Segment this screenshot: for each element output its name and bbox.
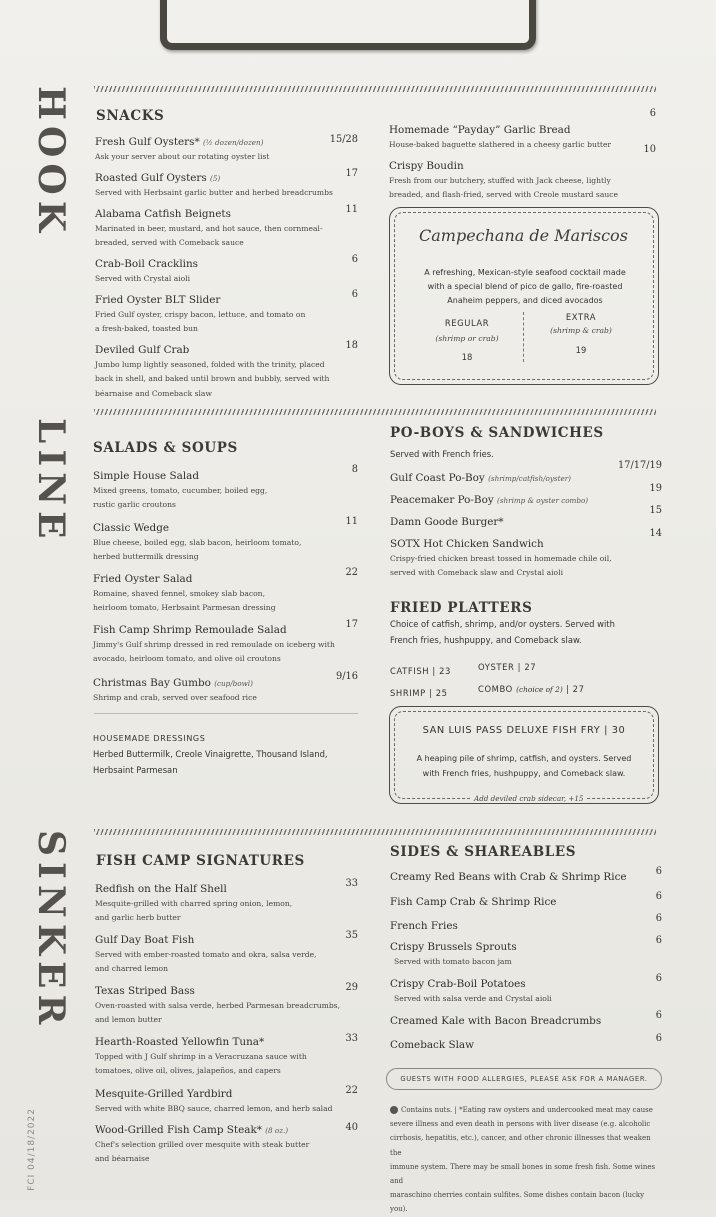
item-name: Wood-Grilled Fish Camp Steak* <box>95 1124 262 1136</box>
poboys-subtitle: Served with French fries. <box>390 449 494 459</box>
salad-item <box>93 573 353 616</box>
fine-print-line: severe illness and even death in persons with liver disease (e.g. alcoholic <box>390 1120 651 1129</box>
item-desc-line: Fried Gulf oyster, crispy bacon, lettuce, and tomato on <box>95 310 306 319</box>
salad-item <box>93 470 353 513</box>
dressings-list <box>93 746 328 778</box>
item-price: 6 <box>655 891 662 902</box>
item-desc-line: Oven-roasted with salsa verde, herbed Parmesan breadcrumbs, <box>95 1001 340 1010</box>
item-desc-line: Mesquite-grilled with charred spring onion, lemon, <box>95 899 293 908</box>
item-name: Hearth-Roasted Yellowfin Tuna* <box>95 1036 265 1048</box>
item-desc: Shrimp and crab, served over seafood rice <box>93 693 257 702</box>
item-desc-line: Romaine, shaved fennel, smokey slab bacon, <box>93 589 265 598</box>
item-price: 6 <box>655 1033 662 1044</box>
item-note: (8 oz.) <box>265 1126 289 1135</box>
salad-item <box>93 677 353 705</box>
item-price: 17 <box>345 619 358 630</box>
item-name: Fish Camp Crab & Shrimp Rice <box>390 896 557 908</box>
item-price: 6 <box>655 1010 662 1021</box>
item-desc-line: heirloom tomato, Herbsaint Parmesan dressing <box>93 603 276 613</box>
signatures-title: FISH CAMP SIGNATURES <box>96 853 305 869</box>
side-item <box>390 1039 640 1051</box>
salad-item <box>93 522 353 565</box>
item-desc-line: Mixed greens, tomato, cucumber, boiled egg, <box>93 486 268 495</box>
item-desc-line: Chef's selection grilled over mesquite with steak butter <box>95 1140 310 1149</box>
item-desc-line: Marinated in beer, mustard, and hot sauce, then cornmeal- <box>95 224 323 233</box>
item-desc: Served with salsa verde and Crystal aioli <box>394 994 552 1003</box>
item-desc-line: Served with ember-roasted tomato and okra, salsa verde, <box>95 950 317 959</box>
hatch-divider-bottom <box>94 829 656 835</box>
side-label-sinker: SINKER <box>30 830 72 1031</box>
footer-code: FCI 04/18/2022 <box>27 1108 37 1191</box>
poboy-item <box>390 494 630 506</box>
side-label-line: LINE <box>30 418 72 545</box>
item-name: Deviled Gulf Crab <box>95 344 190 356</box>
item-desc-line: a fresh-baked, toasted bun <box>95 324 198 334</box>
item-desc-line: Jimmy's Gulf shrimp dressed in red remoulade on iceberg with <box>93 640 335 649</box>
snacks-title: SNACKS <box>96 108 165 124</box>
nut-icon <box>390 1106 398 1114</box>
poboy-item <box>390 472 630 484</box>
fine-print <box>390 1103 660 1217</box>
item-desc-line: breaded, and flash-fried, served with Creole mustard sauce <box>389 190 618 200</box>
item-name: Classic Wedge <box>93 522 170 534</box>
fried-oyster: OYSTER | 27 <box>478 662 537 672</box>
combo-price: | 27 <box>565 684 585 694</box>
item-desc-line: herbed buttermilk dressing <box>93 552 199 562</box>
side-item <box>390 920 640 932</box>
allergy-notice: GUESTS WITH FOOD ALLERGIES, PLEASE ASK FOR A MANAGER. <box>386 1068 662 1090</box>
item-desc-line: tomatoes, olive oil, olives, jalapeños, and capers <box>95 1066 281 1076</box>
snack-item <box>389 160 639 203</box>
item-desc: House-baked baguette slathered in a cheesy garlic butter <box>389 140 612 149</box>
fried-title: FRIED PLATTERS <box>390 600 533 616</box>
combo-note: (choice of 2) <box>516 685 563 694</box>
item-price: 33 <box>345 878 358 889</box>
fishfry-addon: Add deviled crab sidecar, +15 <box>471 794 587 803</box>
item-desc-line: Crispy-fried chicken breast tossed in homemade chile oil, <box>390 554 612 563</box>
item-price: 15/28 <box>329 134 358 145</box>
side-item <box>390 978 640 1006</box>
item-desc: Served with tomato bacon jam <box>394 957 512 966</box>
item-desc-line: breaded, served with Comeback sauce <box>95 238 244 248</box>
item-desc-line: Topped with J Gulf shrimp in a Veracruzana sauce with <box>95 1052 307 1061</box>
item-desc-line: Blue cheese, boiled egg, slab bacon, heirloom tomato, <box>93 538 302 547</box>
combo-label: COMBO <box>478 684 513 694</box>
desc-line: with a special blend of pico de gallo, fire-roasted <box>427 282 623 291</box>
item-desc: Served with Crystal aioli <box>95 274 191 283</box>
poboys-title: PO-BOYS & SANDWICHES <box>390 425 604 441</box>
item-name: Fried Oyster Salad <box>93 573 193 585</box>
item-name: Crispy Boudin <box>389 160 464 172</box>
item-price: 33 <box>345 1033 358 1044</box>
dressings-title: HOUSEMADE DRESSINGS <box>93 734 206 743</box>
poboy-item <box>390 538 650 581</box>
item-price: 9/16 <box>336 671 358 682</box>
item-name: Mesquite-Grilled Yardbird <box>95 1088 233 1100</box>
desc-line: Choice of catfish, shrimp, and/or oysters. Served with <box>390 619 615 629</box>
item-name: Damn Goode Burger* <box>390 516 504 528</box>
item-price: 6 <box>351 289 358 300</box>
campechana-divider <box>523 312 524 362</box>
campechana-extra-sub: (shrimp & crab) <box>550 326 612 335</box>
item-desc-line: and charred lemon <box>95 964 168 974</box>
salad-item <box>93 624 363 667</box>
item-name: Texas Striped Bass <box>95 985 195 997</box>
signature-item <box>95 1088 355 1116</box>
item-note: (shrimp/catfish/oyster) <box>488 474 571 483</box>
item-name: Roasted Gulf Oysters <box>95 172 207 184</box>
hatch-divider-middle <box>94 409 656 415</box>
side-item <box>390 871 640 883</box>
item-price: 35 <box>345 930 358 941</box>
item-price: 6 <box>655 913 662 924</box>
item-price: 10 <box>643 144 656 155</box>
item-name: French Fries <box>390 920 458 932</box>
item-price: 6 <box>655 973 662 984</box>
item-price: 6 <box>649 108 656 119</box>
item-price: 19 <box>649 483 662 494</box>
fine-print-line: cirrhosis, hepatitis, etc.), cancer, and other chronic illnesses that weaken the <box>390 1134 651 1157</box>
snack-item <box>389 124 629 152</box>
desc-line: with French fries, hushpuppy, and Comeback slaw. <box>422 769 626 778</box>
side-item <box>390 1015 640 1027</box>
item-price: 11 <box>345 204 358 215</box>
campechana-extra-price: 19 <box>575 345 587 355</box>
item-name: Gulf Coast Po-Boy <box>390 472 485 484</box>
desc-line: A refreshing, Mexican-style seafood cocktail made <box>424 268 626 277</box>
campechana-title: Campechana de Mariscos <box>419 226 628 245</box>
salads-title: SALADS & SOUPS <box>93 440 238 456</box>
item-desc-line: served with Comeback slaw and Crystal aioli <box>390 568 563 578</box>
item-note: (cup/bowl) <box>214 679 253 688</box>
item-name: Redfish on the Half Shell <box>95 883 227 895</box>
fine-print-line: Contains nuts. | *Eating raw oysters and undercooked meat may cause <box>401 1106 653 1114</box>
item-name: Fried Oyster BLT Slider <box>95 294 221 306</box>
item-price: 22 <box>345 567 358 578</box>
fried-combo <box>478 684 585 694</box>
item-desc-line: Jumbo lump lightly seasoned, folded with the trinity, placed <box>95 360 325 369</box>
sides-title: SIDES & SHAREABLES <box>390 844 577 860</box>
desc-line: French fries, hushpuppy, and Comeback slaw. <box>390 635 582 645</box>
campechana-regular-sub: (shrimp or crab) <box>435 334 499 343</box>
item-price: 29 <box>345 982 358 993</box>
signature-item <box>95 1036 355 1079</box>
item-desc: Served with white BBQ sauce, charred lemon, and herb salad <box>95 1104 333 1113</box>
campechana-regular-price: 18 <box>461 352 473 362</box>
fine-print-line: immune system. There may be small bones in some fresh fish. Some wines and <box>390 1162 656 1186</box>
item-name: Peacemaker Po-Boy <box>390 494 494 506</box>
item-desc-line: béarnaise and Comeback slaw <box>95 388 212 398</box>
desc-line: A heaping pile of shrimp, catfish, and oysters. Served <box>416 754 632 763</box>
item-price: 14 <box>649 528 662 539</box>
fine-print-line: maraschino cherries contain sulfites. Some dishes contain bacon (lucky you). <box>390 1191 645 1214</box>
item-note: (5) <box>210 174 221 183</box>
item-price: 18 <box>345 340 358 351</box>
item-note: (½ dozen/dozen) <box>202 138 264 147</box>
hatch-divider-top <box>94 86 656 92</box>
item-name: Fish Camp Shrimp Remoulade Salad <box>93 624 287 636</box>
campechana-regular-label: REGULAR <box>444 318 490 328</box>
fishfry-title: SAN LUIS PASS DELUXE FISH FRY | 30 <box>422 725 626 736</box>
item-name: Homemade “Payday” Garlic Bread <box>389 124 571 136</box>
snack-item <box>95 344 355 401</box>
desc-line: Anaheim peppers, and diced avocados <box>447 296 603 305</box>
item-name: Crispy Crab-Boil Potatoes <box>390 978 526 990</box>
item-name: Crab-Boil Cracklins <box>95 258 199 270</box>
item-name: Christmas Bay Gumbo <box>93 677 211 689</box>
item-desc-line: and béarnaise <box>95 1154 150 1164</box>
item-desc-line: back in shell, and baked until brown and bubbly, served with <box>95 374 330 384</box>
item-price: 40 <box>345 1122 358 1133</box>
side-label-hook: HOOK <box>30 86 72 239</box>
item-desc-line: and garlic herb butter <box>95 913 181 923</box>
item-name: Comeback Slaw <box>390 1039 475 1051</box>
campechana-desc <box>400 266 650 308</box>
item-price: 6 <box>351 254 358 265</box>
snack-item <box>95 294 355 337</box>
campechana-extra-label: EXTRA <box>565 312 597 322</box>
side-item <box>390 941 640 969</box>
item-desc: Served with Herbsaint garlic butter and herbed breadcrumbs <box>95 188 333 197</box>
item-price: 17/17/19 <box>618 460 662 471</box>
item-name: Alabama Catfish Beignets <box>95 208 231 220</box>
snack-item <box>95 258 355 286</box>
side-item <box>390 896 640 908</box>
item-name: Creamy Red Beans with Crab & Shrimp Rice <box>390 871 627 883</box>
fried-desc <box>390 616 660 648</box>
item-price: 8 <box>351 464 358 475</box>
fried-catfish: CATFISH | 23 <box>390 666 451 676</box>
item-name: Gulf Day Boat Fish <box>95 934 195 946</box>
signature-item <box>95 883 355 926</box>
item-price: 17 <box>345 168 358 179</box>
salad-rule <box>94 713 358 714</box>
item-note: (shrimp & oyster combo) <box>497 496 589 505</box>
dressings-line: Herbsaint Parmesan <box>93 765 178 775</box>
item-name: Simple House Salad <box>93 470 199 482</box>
item-desc: Ask your server about our rotating oyster list <box>95 152 270 161</box>
signature-item <box>95 1124 355 1167</box>
item-price: 6 <box>655 935 662 946</box>
item-price: 11 <box>345 516 358 527</box>
poboy-item <box>390 516 630 528</box>
item-name: Fresh Gulf Oysters* <box>95 136 200 148</box>
item-desc-line: rustic garlic croutons <box>93 500 176 510</box>
signature-item <box>95 934 355 977</box>
item-price: 22 <box>345 1085 358 1096</box>
dressings-line: Herbed Buttermilk, Creole Vinaigrette, Thousand Island, <box>93 749 328 759</box>
item-name: Creamed Kale with Bacon Breadcrumbs <box>390 1015 602 1027</box>
fried-shrimp: SHRIMP | 25 <box>390 688 448 698</box>
item-price: 15 <box>649 505 662 516</box>
clipboard-clip <box>160 0 536 50</box>
item-name: Crispy Brussels Sprouts <box>390 941 517 953</box>
snack-item <box>95 136 345 164</box>
item-desc-line: Fresh from our butchery, stuffed with Jack cheese, lightly <box>389 176 611 185</box>
item-desc-line: and lemon butter <box>95 1015 162 1025</box>
item-price: 6 <box>655 866 662 877</box>
item-desc-line: avocado, heirloom tomato, and olive oil croutons <box>93 654 281 664</box>
snack-item <box>95 172 355 200</box>
item-name: SOTX Hot Chicken Sandwich <box>390 538 544 550</box>
snack-item <box>95 208 355 251</box>
fishfry-desc <box>396 751 652 781</box>
